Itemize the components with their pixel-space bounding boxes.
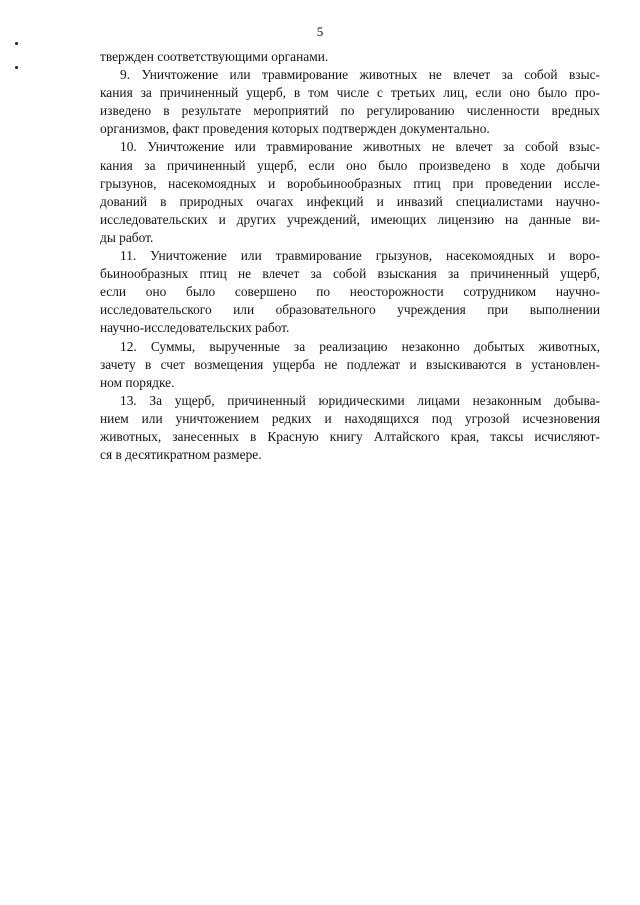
text-line: бьинообразных птиц не влечет за собой взыскания за причиненный ущерб, [100, 266, 600, 282]
margin-mark [15, 66, 18, 69]
margin-mark [15, 42, 18, 45]
text-line: изведено в результате мероприятий по регулированию численности вредных [100, 103, 600, 119]
text-line: 13. За ущерб, причиненный юридическими лицами незаконным добыва- [120, 392, 600, 408]
text-line: ды работ. [100, 229, 154, 245]
text-line: ся в десятикратном размере. [100, 447, 262, 463]
text-line: исследовательского или образовательного учреждения при выполнении [100, 302, 600, 318]
text-line: исследовательских и других учреждений, имеющих лицензию на данные ви- [100, 211, 600, 227]
text-line: зачету в счет возмещения ущерба не подлежат и взыскиваются в установлен- [100, 356, 600, 372]
text-line: животных, занесенных в Красную книгу Алтайского края, таксы исчисляют- [100, 428, 600, 444]
text-line: 12. Суммы, вырученные за реализацию незаконно добытых животных, [120, 338, 600, 354]
text-line: 10. Уничтожение или травмирование животных не влечет за собой взыс- [120, 139, 600, 155]
text-line: если оно было совершено по неосторожности сотрудником научно- [100, 284, 600, 300]
text-line: научно-исследовательских работ. [100, 320, 290, 336]
text-line: 9. Уничтожение или травмирование животных не влечет за собой взыс- [120, 67, 600, 83]
page-number: 5 [316, 24, 324, 39]
text-line: нием или уничтожением редких и находящихся под угрозой исчезновения [100, 410, 600, 426]
text-line: твержден соответствующими органами. [100, 49, 329, 64]
text-line: 11. Уничтожение или травмирование грызунов, насекомоядных и воро- [120, 248, 600, 264]
text-line: организмов, факт проведения которых подтвержден документально. [100, 121, 490, 137]
text-line: кания за причиненный ущерб, если оно было произведено в ходе добычи [100, 157, 600, 173]
text-line: грызунов, насекомоядных и воробьинообразных птиц при проведении иссле- [100, 175, 600, 191]
text-line: кания за причиненный ущерб, в том числе с третьих лиц, если оно было про- [100, 85, 600, 101]
text-line: ном порядке. [100, 374, 175, 390]
text-line: дований в природных очагах инфекций и инвазий специалистами научно- [100, 193, 600, 209]
document-body [100, 48, 600, 464]
